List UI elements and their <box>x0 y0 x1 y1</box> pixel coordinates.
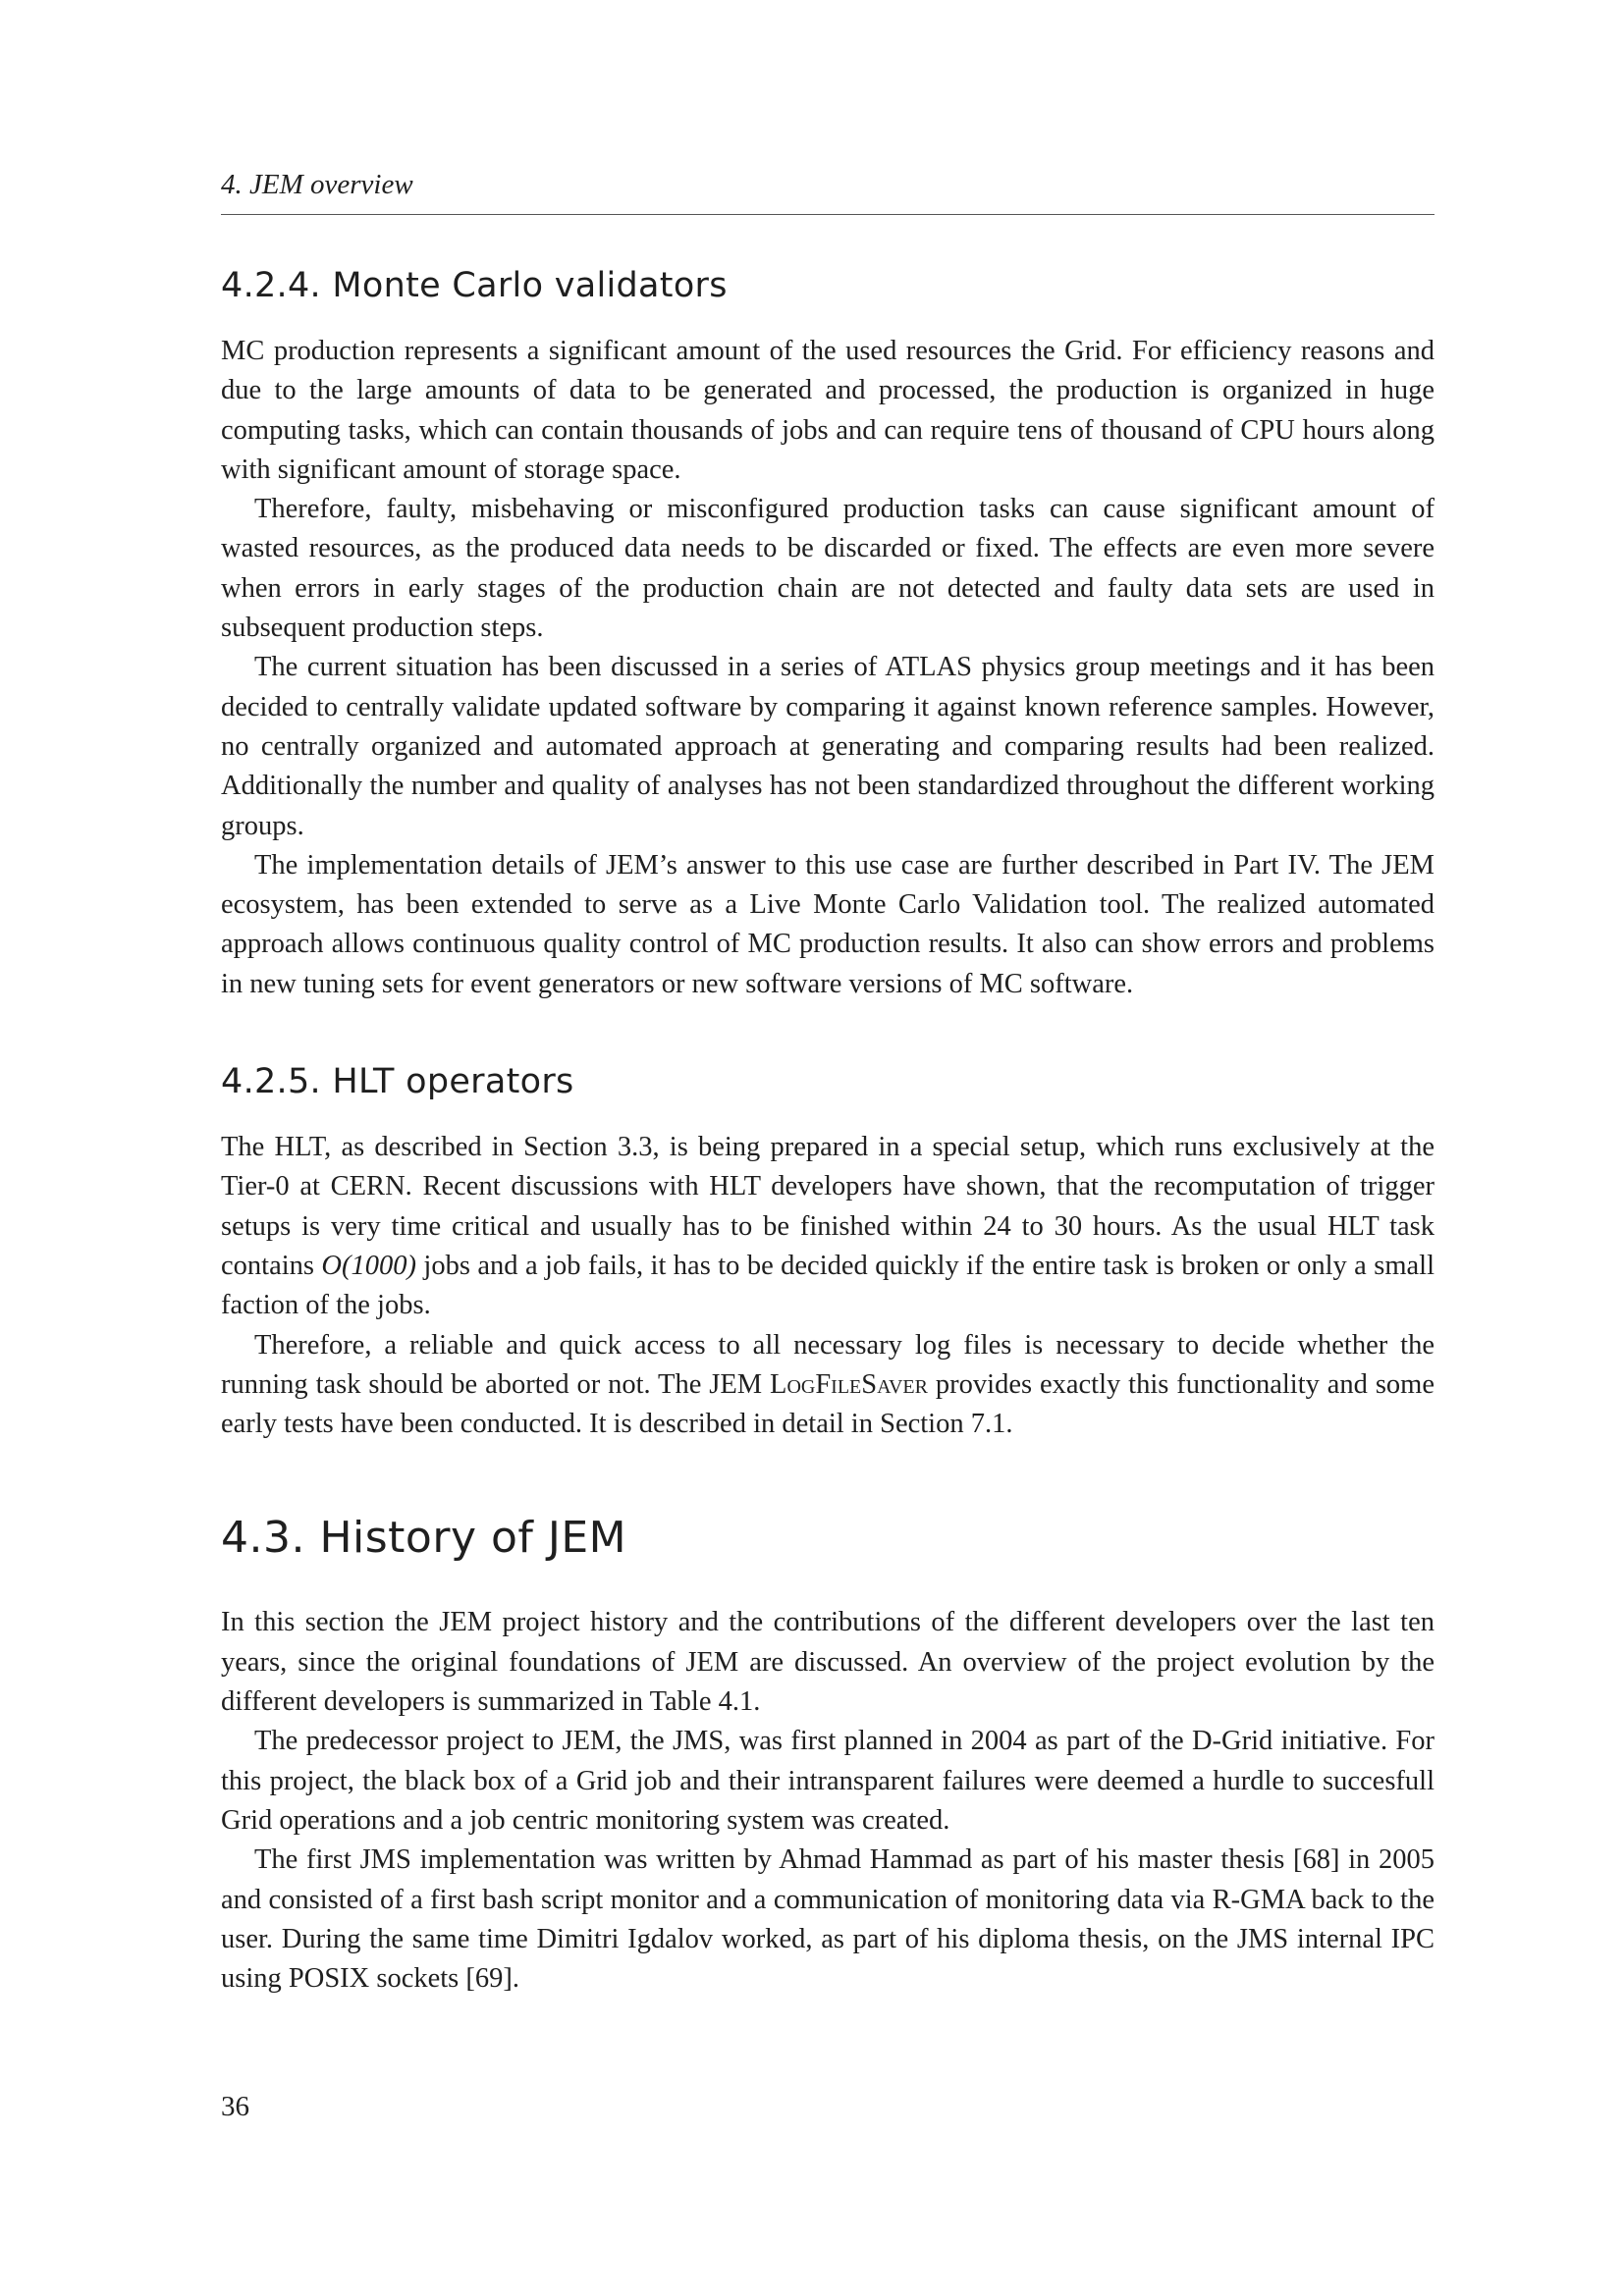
paragraph <box>221 1128 1435 1325</box>
math-expression: O(1000) <box>321 1250 416 1281</box>
paragraph: The predecessor project to JEM, the JMS, was first planned in 2004 as part of the D-Grid initiative. For this project, the black box of a Grid job and their intransparent failures were deemed a hurdle to succesfull Grid operations and a job centric monitoring system was created. <box>221 1726 1435 1836</box>
text-run: Therefore, a reliable and quick access to all necessary log files is necessary to decide whether the running task should be aborted or not. The JEM <box>221 1329 1435 1400</box>
page-number: 36 <box>221 2091 249 2122</box>
paragraph: The current situation has been discussed in a series of ATLAS physics group meetings and it has been decided to centrally validate updated software by comparing it against known reference samples. However, no centrally organized and automated approach at generating and comparing results had been realized. Additionally the number and quality of analyses has not been standardized throughout the different working groups. <box>221 652 1435 841</box>
text-run: The HLT, as described in Section 3.3, is being prepared in a special setup, which runs exclusively at the Tier-0 at CERN. Recent discussions with HLT developers have shown, that the recomputation of trigger setups is very time critical and usually has to be finished within 24 to 30 hours. As the usual HLT task contains <box>221 1132 1435 1281</box>
paragraph: The first JMS implementation was written by Ahmad Hammad as part of his master thesis [68] in 2005 and consisted of a first bash script monitor and a communication of monitoring data via R-GMA back to the user. During the same time Dimitri Igdalov worked, as part of his diploma thesis, on the JMS internal IPC using POSIX sockets [69]. <box>221 1844 1435 1995</box>
page-body <box>221 265 1435 1999</box>
paragraph <box>221 1326 1435 1445</box>
text-run: jobs and a job fails, it has to be decided quickly if the entire task is broken or only a small faction of the jobs. <box>221 1250 1435 1321</box>
paragraph: The implementation details of JEM’s answer to this use case are further described in Part IV. The JEM ecosystem, has been extended to serve as a Live Monte Carlo Validation tool. The realized automated approach allows continuous quality control of MC production results. It also can show errors and problems in new tuning sets for event generators or new software versions of MC software. <box>221 849 1435 999</box>
section-heading-4-2-5: 4.2.5. HLT operators <box>221 1062 574 1102</box>
section-heading-4-3: 4.3. History of JEM <box>221 1513 627 1564</box>
text-run: provides exactly this functionality and some early tests have been conducted. It is described in detail in Section 7.1. <box>221 1368 1435 1440</box>
paragraph: In this section the JEM project history and the contributions of the different developers over the last ten years, since the original foundations of JEM are discussed. An overview of the project evolution by the different developers is summarized in Table 4.1. <box>221 1607 1435 1718</box>
tool-name: LogFileSaver <box>770 1368 928 1400</box>
running-head: 4. JEM overview <box>221 167 1435 215</box>
paragraph: MC production represents a significant amount of the used resources the Grid. For efficiency reasons and due to the large amounts of data to be generated and processed, the production is organized in huge computing tasks, which can contain thousands of jobs and can require tens of thousand of CPU hours along with significant amount of storage space. <box>221 336 1435 485</box>
paragraph: Therefore, faulty, misbehaving or misconfigured production tasks can cause significant amount of wasted resources, as the produced data needs to be discarded or fixed. The effects are even more severe when errors in early stages of the production chain are not detected and faulty data sets are used in subsequent production steps. <box>221 494 1435 644</box>
section-heading-4-2-4: 4.2.4. Monte Carlo validators <box>221 266 728 305</box>
